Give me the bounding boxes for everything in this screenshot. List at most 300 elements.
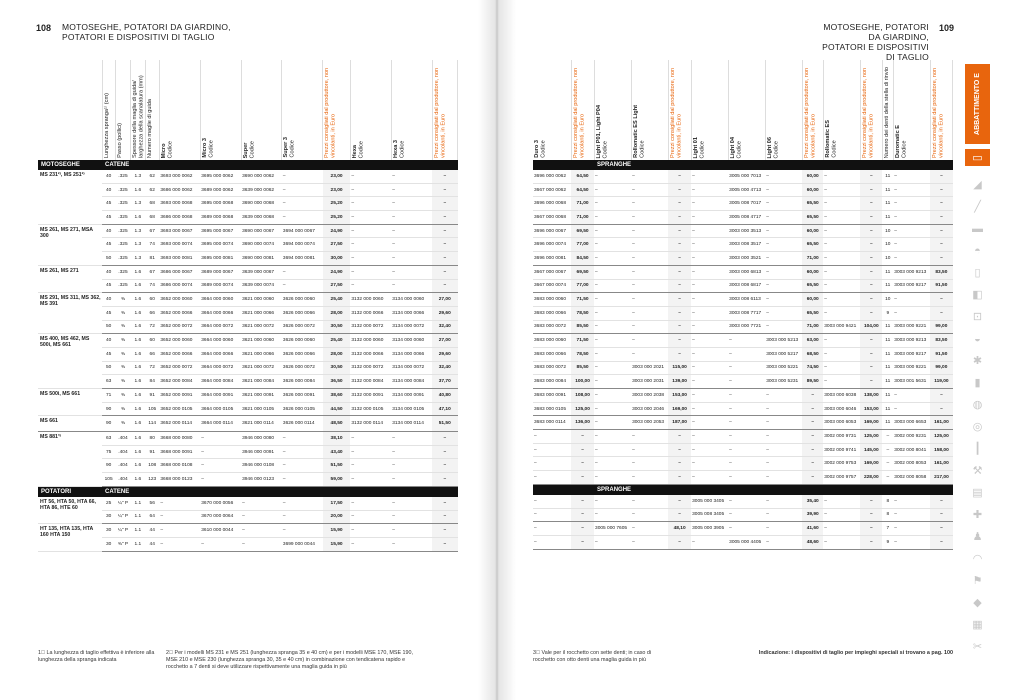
table-cell: .325 (115, 211, 130, 225)
model-name: MS 500i, MS 661 (38, 389, 102, 416)
table-cell: – (594, 430, 631, 444)
table-cell: – (930, 495, 952, 508)
table-cell: – (765, 265, 802, 279)
table-cell: 90 (102, 402, 115, 416)
table-cell: 60 (145, 334, 159, 348)
table-cell: – (432, 197, 457, 211)
special-devices-note: Indicazione: i dispositivi di taglio per impieghi speciali si trovano a pag. 100 (758, 650, 953, 656)
table-cell: 3002 000 9731 (823, 430, 860, 444)
table-cell: .325 (115, 224, 130, 238)
table-cell: – (391, 459, 432, 473)
table-cell: – (533, 443, 571, 457)
right-column-header (668, 60, 691, 160)
table-cell: ⅜ (115, 306, 130, 320)
table-cell: 28,00 (323, 306, 351, 320)
left-column-title: Micro (160, 143, 167, 158)
table-cell: – (594, 402, 631, 416)
table-row (533, 375, 953, 389)
right-column-header-text (861, 60, 876, 160)
table-cell: – (571, 535, 594, 549)
table-cell: 3946 000 0123 (241, 473, 282, 487)
chainsaw-icon[interactable]: ▭ (965, 149, 990, 166)
table-row (533, 508, 953, 522)
table-cell: 45 (102, 197, 115, 211)
table-cell: 158,00 (930, 443, 952, 457)
table-cell: – (391, 537, 432, 551)
right-column-subtitle: Codice (773, 140, 780, 158)
table-cell: – (200, 432, 241, 446)
table-cell: – (631, 443, 668, 457)
table-cell: – (631, 183, 668, 197)
table-cell: 15,90 (323, 537, 351, 551)
table-cell: – (668, 293, 691, 307)
left-column-header (102, 60, 115, 160)
table-cell: 11 (882, 265, 893, 279)
blower-icon[interactable]: ◓ (974, 244, 981, 257)
table-row (533, 347, 953, 361)
table-cell: – (282, 432, 323, 446)
table-cell: 45 (102, 238, 115, 252)
battery-icon[interactable]: ▤ (972, 487, 983, 499)
table-cell: – (668, 170, 691, 183)
left-column-subtitle: Codice (289, 140, 296, 158)
bag-icon[interactable]: ▦ (972, 619, 983, 631)
table-cell: – (594, 252, 631, 266)
left-column-subtitle: Prezzi consigliati dal produttore, non vincolanti, in Euro (433, 67, 447, 158)
table-cell: – (631, 293, 668, 307)
table-cell: – (765, 430, 802, 444)
table-row (38, 293, 458, 307)
table-cell: – (533, 495, 571, 508)
footnote-1 (38, 650, 158, 664)
table-cell: – (728, 522, 765, 536)
table-cell: 23,00 (323, 183, 351, 197)
lawnmower-icon[interactable]: ⊡ (972, 311, 983, 323)
table-cell: 3639 000 0062 (241, 183, 282, 197)
table-cell: 60,00 (802, 265, 823, 279)
table-cell: 45 (102, 306, 115, 320)
table-cell: 71,00 (571, 211, 594, 225)
table-cell: – (765, 224, 802, 238)
table-cell: 40 (102, 293, 115, 307)
table-cell: 60,00 (802, 224, 823, 238)
table-cell: 1.3 (131, 170, 145, 183)
table-cell: 3686 000 0068 (159, 211, 200, 225)
table-cell: – (765, 320, 802, 334)
table-cell: – (391, 279, 432, 293)
left-column-title: Super 3 (283, 137, 290, 158)
table-cell: 45 (102, 211, 115, 225)
footnote-3 (533, 650, 673, 664)
table-cell: – (728, 443, 765, 457)
table-cell: 123 (145, 473, 159, 487)
table-cell: – (802, 389, 823, 403)
table-cell: 3652 000 0105 (159, 402, 200, 416)
table-cell: 64,50 (571, 183, 594, 197)
table-cell: – (432, 183, 457, 197)
table-cell: – (860, 183, 882, 197)
table-cell: 60,00 (802, 183, 823, 197)
shredder-icon[interactable]: ◧ (972, 289, 983, 301)
brushcutter-icon[interactable]: ╱ (974, 201, 981, 213)
left-column-subtitle: Lunghezza spranga¹⁾ (cm) (103, 92, 110, 158)
model-name: MS 400, MS 462, MS 500i, MS 661 (38, 334, 102, 389)
table-cell: – (668, 535, 691, 549)
table-cell: – (668, 457, 691, 471)
table-cell: 78,50 (571, 347, 594, 361)
right-column-header (728, 60, 765, 160)
section-header-row (533, 160, 953, 170)
model-name: MS 261, MS 271 (38, 265, 102, 292)
table-cell: – (802, 430, 823, 444)
table-cell: – (533, 430, 571, 444)
table-cell: – (350, 510, 391, 524)
book-gutter-shadow (478, 0, 516, 700)
table-cell: 65,50 (802, 211, 823, 225)
table-cell: – (594, 224, 631, 238)
table-cell: ⅜ (115, 416, 130, 432)
table-cell: 3670 000 0056 (200, 497, 241, 510)
table-cell: 3621 000 0066 (241, 306, 282, 320)
robot-mower-icon[interactable]: ◒ (974, 332, 981, 345)
table-cell: 1.6 (131, 265, 145, 279)
table-cell: – (159, 497, 200, 510)
table-cell: – (631, 430, 668, 444)
section-header-row (38, 486, 458, 497)
table-cell: – (765, 306, 802, 320)
table-cell: 1.6 (131, 334, 145, 348)
hedge-trimmer-icon[interactable]: ▬ (972, 222, 983, 235)
table-cell: – (728, 416, 765, 430)
table-cell: 1.3 (131, 197, 145, 211)
right-column-header (860, 60, 882, 160)
table-cell: – (691, 457, 728, 471)
table-cell: ⅜ (115, 320, 130, 334)
table-cell: 40 (102, 224, 115, 238)
table-cell: – (765, 211, 802, 225)
table-cell: – (668, 306, 691, 320)
table-cell: – (631, 495, 668, 508)
table-cell: – (594, 238, 631, 252)
table-cell: 45 (102, 347, 115, 361)
table-cell: – (893, 402, 930, 416)
section-name: POTATORI (38, 486, 102, 497)
vacuum-icon[interactable]: ◍ (972, 399, 983, 411)
table-cell: – (631, 320, 668, 334)
table-cell: 24,90 (323, 224, 351, 238)
table-cell: 11 (882, 211, 893, 225)
right-column-header (802, 60, 823, 160)
auger-icon[interactable]: ┃ (974, 443, 981, 455)
saw-icon[interactable]: ◢ (973, 179, 982, 191)
table-cell: – (631, 238, 668, 252)
table-cell: 50 (102, 320, 115, 334)
table-cell: – (860, 238, 882, 252)
table-cell: 3003 000 9213 (893, 265, 930, 279)
protective-clothing-icon[interactable]: ♟ (972, 531, 983, 543)
tiller-icon[interactable]: ✱ (972, 355, 983, 367)
table-cell: – (391, 432, 432, 446)
table-cell: 3690 000 0074 (241, 238, 282, 252)
table-cell: 60,00 (802, 170, 823, 183)
table-cell: 23,00 (323, 170, 351, 183)
table-cell: 3005 000 7013 (728, 170, 765, 183)
section-subheader: CATENE (102, 486, 457, 497)
table-cell: 3003 000 5217 (765, 347, 802, 361)
table-cell: – (533, 508, 571, 522)
table-cell: – (391, 224, 432, 238)
table-cell: 3664 000 0114 (200, 416, 241, 432)
table-cell: – (860, 265, 882, 279)
table-cell: 3003 000 6046 (823, 402, 860, 416)
table-cell: 75 (102, 445, 115, 459)
table-cell: – (893, 508, 930, 522)
table-cell: 1.6 (131, 347, 145, 361)
table-row (533, 402, 953, 416)
table-cell: – (930, 402, 952, 416)
table-cell: – (860, 361, 882, 375)
table-cell: – (691, 170, 728, 183)
table-cell: 3696 000 0074 (533, 238, 571, 252)
right-column-subtitle: Codice (831, 140, 838, 158)
table-cell: 3132 000 0066 (350, 347, 391, 361)
right-column-subtitle: Codice (540, 140, 547, 158)
table-cell: 3652 000 0091 (159, 389, 200, 403)
table-cell: 44 (145, 537, 159, 551)
table-cell: – (350, 524, 391, 538)
footnote-3-text: Vale per il rocchetto con sette denti; in caso di rocchetto con otto denti una maglia guida in più (533, 650, 652, 663)
table-cell: 3621 000 0105 (241, 402, 282, 416)
table-cell: 65,50 (802, 306, 823, 320)
right-page-number: 109 (939, 23, 955, 33)
table-cell: – (594, 471, 631, 485)
table-row (38, 432, 458, 446)
table-cell: – (159, 537, 200, 551)
table-cell: – (668, 495, 691, 508)
table-cell: – (631, 252, 668, 266)
table-cell: 10 (882, 224, 893, 238)
table-cell: – (594, 508, 631, 522)
table-cell: ⅜ (115, 347, 130, 361)
table-cell: 3003 001 5631 (893, 375, 930, 389)
table-row (533, 306, 953, 320)
table-cell: – (728, 430, 765, 444)
table-cell: 10 (882, 293, 893, 307)
table-cell: – (728, 334, 765, 348)
table-row (533, 389, 953, 403)
table-cell: – (860, 279, 882, 293)
table-cell: – (728, 495, 765, 508)
table-cell: 11 (882, 170, 893, 183)
right-title-line-1: MOTOSEGHE, POTATORI DA GIARDINO, (823, 22, 929, 42)
table-cell: 3683 000 0060 (533, 293, 571, 307)
table-cell: 47,10 (432, 402, 457, 416)
pressure-washer-icon[interactable]: ▮ (974, 377, 981, 389)
table-cell: – (594, 265, 631, 279)
table-cell: 3667 000 0067 (533, 265, 571, 279)
table-cell: 217,00 (930, 471, 952, 485)
table-cell: – (823, 224, 860, 238)
table-cell: 63 (102, 375, 115, 389)
table-cell: 3652 000 0060 (159, 334, 200, 348)
table-cell: 3686 000 0067 (159, 265, 200, 279)
table-cell: 3693 000 0081 (159, 252, 200, 266)
table-cell: 3668 000 0080 (159, 432, 200, 446)
table-cell: 43,40 (323, 445, 351, 459)
table-cell: – (631, 306, 668, 320)
table-cell: – (282, 265, 323, 279)
table-cell: – (860, 293, 882, 307)
table-cell: 8 (882, 495, 893, 508)
table-cell: – (893, 535, 930, 549)
table-cell: 3003 000 2046 (631, 402, 668, 416)
table-cell: 3694 000 0067 (282, 224, 323, 238)
table-cell: ⅜ (115, 293, 130, 307)
table-cell: – (823, 170, 860, 183)
table-cell: – (860, 334, 882, 348)
table-cell: – (631, 265, 668, 279)
table-cell: 45 (102, 279, 115, 293)
table-cell: – (860, 375, 882, 389)
table-cell: 44,50 (323, 402, 351, 416)
right-column-title: Light P01, Light P04 (595, 104, 602, 158)
table-cell: 1.6 (131, 416, 145, 432)
table-cell: – (930, 508, 952, 522)
table-cell: 69,50 (571, 265, 594, 279)
table-cell: 3132 000 0105 (350, 402, 391, 416)
table-cell: – (571, 430, 594, 444)
table-cell: – (391, 445, 432, 459)
right-column-title: Rollomatic ES Light (632, 105, 639, 158)
table-cell: – (691, 443, 728, 457)
section-subheader: SPRANGHE (594, 484, 952, 495)
table-cell: – (631, 471, 668, 485)
table-cell: – (691, 416, 728, 430)
footnote-1-text: La lunghezza di taglio effettiva è inferiore alla lunghezza della spranga indicata (38, 650, 155, 663)
table-cell: 3003 000 2031 (631, 375, 668, 389)
merchandise-icon[interactable]: ✂ (972, 641, 983, 653)
forestry-tools-icon[interactable]: ⚑ (972, 575, 983, 587)
multi-tool-icon[interactable]: ⚒ (972, 465, 983, 477)
table-row (38, 334, 458, 348)
cut-off-saw-icon[interactable]: ◎ (972, 421, 983, 433)
table-cell: 3134 000 0060 (391, 293, 432, 307)
table-row (533, 471, 953, 485)
table-cell: – (571, 471, 594, 485)
left-column-header (145, 60, 159, 160)
table-cell: 153,00 (668, 389, 691, 403)
table-cell: 80 (145, 432, 159, 446)
right-column-subtitle: Codice (699, 140, 706, 158)
table-cell: 1.6 (131, 279, 145, 293)
table-cell: – (571, 443, 594, 457)
table-cell: – (728, 508, 765, 522)
table-cell: 169,00 (668, 402, 691, 416)
table-cell: – (691, 471, 728, 485)
left-column-header-text (160, 139, 175, 160)
table-cell: 3003 008 3517 (728, 238, 765, 252)
table-cell: – (159, 524, 200, 538)
table-cell: 136,00 (571, 416, 594, 430)
table-cell: 50 (102, 252, 115, 266)
table-row (533, 183, 953, 197)
right-column-header (691, 60, 728, 160)
table-cell: – (350, 170, 391, 183)
helmet-icon[interactable]: ◠ (972, 553, 983, 565)
table-cell: – (631, 211, 668, 225)
table-cell: – (823, 495, 860, 508)
table-cell: 3003 000 7721 (728, 320, 765, 334)
model-name: MS 231²⁾, MS 251²⁾ (38, 170, 102, 224)
table-cell: 3664 000 0066 (200, 347, 241, 361)
table-cell: 3132 000 0066 (350, 306, 391, 320)
table-cell: – (350, 537, 391, 551)
chapter-tab[interactable] (965, 64, 1006, 144)
table-cell: – (432, 265, 457, 279)
table-cell: – (350, 224, 391, 238)
table-cell: 169,00 (860, 416, 882, 430)
left-column-title: Super (242, 142, 249, 158)
table-cell: 1.6 (131, 459, 145, 473)
table-cell: 20,00 (323, 510, 351, 524)
table-cell: 3696 000 0068 (533, 197, 571, 211)
table-cell: 11 (882, 334, 893, 348)
table-cell: 25,20 (323, 211, 351, 225)
table-cell: 169,00 (860, 457, 882, 471)
lubricants-icon[interactable]: ◆ (973, 597, 982, 609)
table-row (38, 416, 458, 432)
table-cell: 3132 000 0072 (350, 361, 391, 375)
table-cell: 3652 000 0072 (159, 320, 200, 334)
table-cell: – (350, 445, 391, 459)
table-cell: – (668, 279, 691, 293)
table-cell: – (594, 211, 631, 225)
table-cell: 228,00 (860, 471, 882, 485)
table-row (38, 389, 458, 403)
left-column-subtitle: Numero maglie di guida (146, 98, 153, 158)
table-cell: 3003 000 9421 (823, 320, 860, 334)
table-cell: – (594, 170, 631, 183)
table-cell: – (594, 416, 631, 430)
sprayer-icon[interactable]: ▯ (974, 267, 981, 279)
table-cell: ⅜ (115, 375, 130, 389)
table-cell: – (668, 320, 691, 334)
table-cell: 100,00 (571, 375, 594, 389)
table-cell: 48,10 (668, 522, 691, 536)
table-cell: – (930, 522, 952, 536)
table-cell: 27,00 (432, 334, 457, 348)
section-spacer (533, 484, 594, 495)
table-cell: – (432, 432, 457, 446)
table-cell: 3626 000 0072 (282, 320, 323, 334)
left-column-subtitle: Codice (399, 140, 406, 158)
table-cell: 3664 000 0091 (200, 389, 241, 403)
accessories-icon[interactable]: ✚ (972, 509, 983, 521)
chapter-tab-label: ABBATTIMENTO E TAGLIO (974, 73, 1006, 135)
table-cell: 89,50 (802, 375, 823, 389)
table-cell: 3689 000 0062 (200, 183, 241, 197)
table-cell: 3667 000 0074 (533, 279, 571, 293)
right-column-subtitle: Codice (736, 140, 743, 158)
table-cell: 3134 000 0114 (391, 416, 432, 432)
table-cell: – (765, 522, 802, 536)
table-cell: – (823, 361, 860, 375)
table-cell: – (930, 293, 952, 307)
section-subheader: CATENE (102, 160, 457, 170)
table-cell: – (860, 211, 882, 225)
table-cell: – (930, 252, 952, 266)
table-cell: 3002 000 9741 (823, 443, 860, 457)
